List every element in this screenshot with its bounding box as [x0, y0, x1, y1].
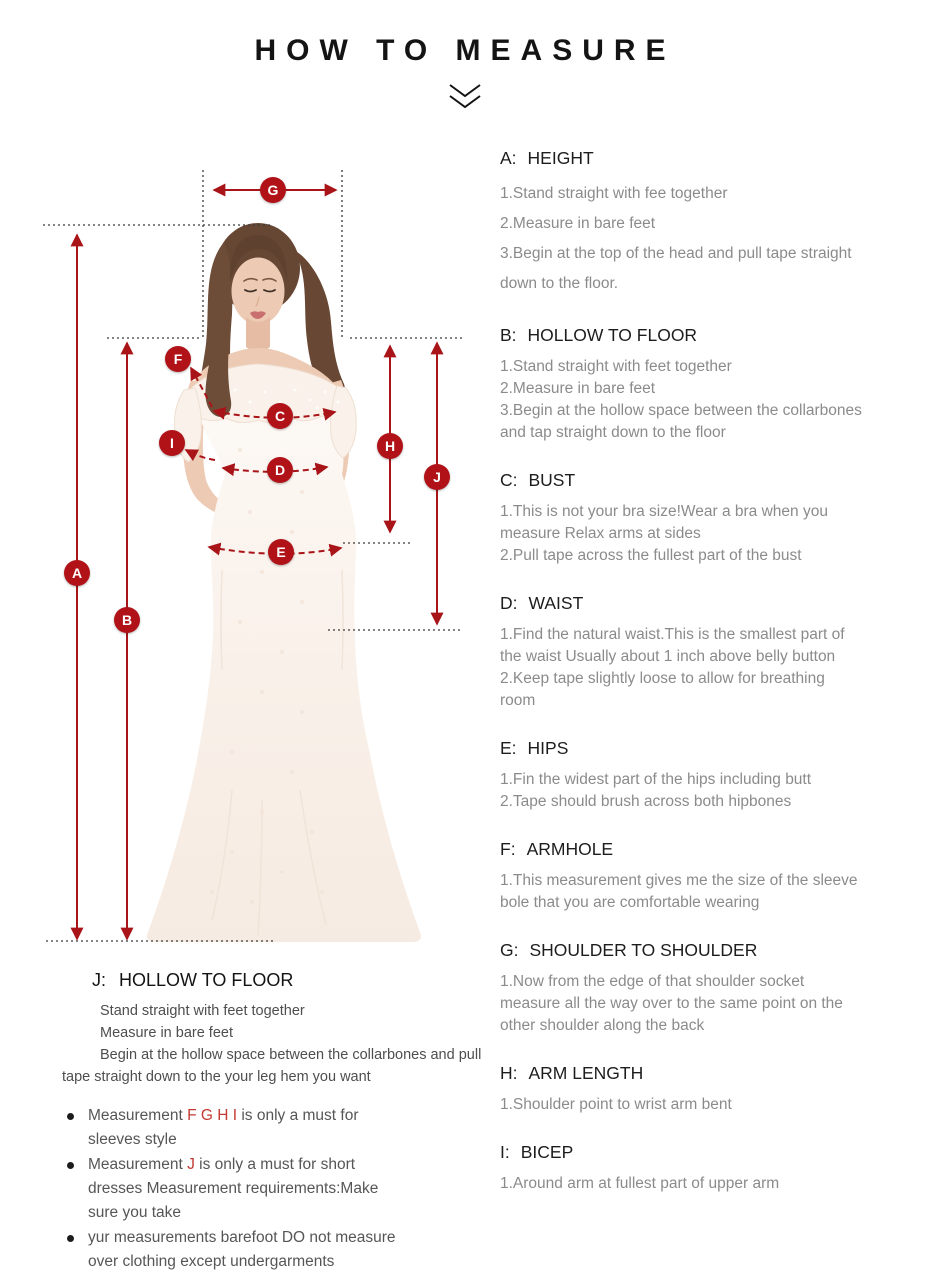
section-heading	[500, 738, 920, 759]
label-circle-c: C	[267, 403, 293, 429]
instruction-line: 1.Stand straight with fee together	[500, 185, 728, 202]
note-item	[62, 1226, 402, 1274]
label-circle-f: F	[165, 346, 191, 372]
measurement-instructions	[500, 148, 920, 1195]
section-heading	[500, 940, 920, 961]
instruction-line: 3.Begin at the hollow space between the collarbones and tap straight down to the floor	[500, 402, 862, 441]
section-heading	[500, 470, 920, 491]
section-heading	[500, 593, 920, 614]
note-text: is only a must for short dresses Measurement requirements:Make sure you take	[88, 1156, 379, 1221]
section-name: HEIGHT	[527, 148, 594, 168]
instruction-line: 2.Measure in bare feet	[500, 380, 656, 397]
instruction-line: 2.Tape should brush across both hipbones	[500, 793, 792, 810]
instruction-line: Measure in bare feet	[100, 1025, 233, 1041]
section-heading	[500, 148, 920, 169]
section-letter: G:	[500, 940, 519, 960]
section-heading	[500, 1142, 920, 1163]
section-heading	[500, 1063, 920, 1084]
instruction-line: 1.Shoulder point to wrist arm bent	[500, 1096, 732, 1113]
section-j-hollow-to-floor	[62, 970, 487, 1088]
label-circle-g: G	[260, 177, 286, 203]
section-name: WAIST	[528, 593, 584, 613]
label-circle-j: J	[424, 464, 450, 490]
section-hollow-to-floor	[500, 325, 920, 444]
section-name: ARM LENGTH	[528, 1063, 644, 1083]
instruction-line: 1.Stand straight with feet together	[500, 358, 732, 375]
section-letter: D:	[500, 593, 518, 613]
instruction-line: 1.Around arm at fullest part of upper arm	[500, 1175, 780, 1192]
instruction-line: 2.Measure in bare feet	[500, 215, 656, 232]
label-circle-i: I	[159, 430, 185, 456]
note-text: Measurement	[88, 1107, 188, 1124]
instruction-line: 2.Pull tape across the fullest part of the bust	[500, 547, 802, 564]
note-text: yur measurements barefoot DO not measure over clothing except undergarments	[88, 1229, 396, 1270]
page-title: HOW TO MEASURE	[254, 34, 676, 67]
section-bust	[500, 470, 920, 567]
label-circle-h: H	[377, 433, 403, 459]
section-letter: F:	[500, 839, 516, 859]
section-letter: H:	[500, 1063, 518, 1083]
section-name: ARMHOLE	[526, 839, 614, 859]
instruction-line: 1.Find the natural waist.This is the smallest part of the waist Usually about 1 inch above belly button	[500, 626, 845, 665]
note-highlight: F G H I	[187, 1107, 238, 1124]
section-letter: E:	[500, 738, 517, 758]
measurement-notes	[62, 1104, 402, 1275]
label-circle-b: B	[114, 607, 140, 633]
instruction-line: 1.This is not your bra size!Wear a bra when you measure Relax arms at sides	[500, 503, 828, 542]
section-letter: J:	[92, 970, 107, 990]
section-hips	[500, 738, 920, 813]
section-name: BICEP	[520, 1142, 574, 1162]
section-name: HIPS	[527, 738, 569, 758]
instruction-line: 1.Now from the edge of that shoulder socket measure all the way over to the same point on the other shoulder along the back	[500, 973, 843, 1034]
chevron-down-icon	[445, 82, 485, 112]
section-arm-length	[500, 1063, 920, 1116]
instruction-line: Begin at the hollow space between the collarbones and pull tape straight down to the your leg hem you want	[62, 1047, 482, 1085]
section-name: SHOULDER TO SHOULDER	[529, 940, 758, 960]
section-name: HOLLOW TO FLOOR	[527, 325, 698, 345]
section-armhole	[500, 839, 920, 914]
section-waist	[500, 593, 920, 712]
section-letter: A:	[500, 148, 517, 168]
instruction-line: 3.Begin at the top of the head and pull tape straight down to the floor.	[500, 245, 852, 292]
section-name: HOLLOW TO FLOOR	[119, 970, 294, 990]
section-shoulder-to-shoulder	[500, 940, 920, 1037]
measurement-figure	[0, 150, 465, 980]
note-item	[62, 1104, 402, 1152]
instruction-line: 1.This measurement gives me the size of the sleeve bole that you are comfortable wearing	[500, 872, 858, 911]
instruction-line: 1.Fin the widest part of the hips including butt	[500, 771, 812, 788]
note-item	[62, 1153, 402, 1225]
section-bicep	[500, 1142, 920, 1195]
label-circle-a: A	[64, 560, 90, 586]
section-heading	[500, 839, 920, 860]
instruction-line: 2.Keep tape slightly loose to allow for breathing room	[500, 670, 825, 709]
section-letter: B:	[500, 325, 517, 345]
section-name: BUST	[528, 470, 576, 490]
instruction-line: Stand straight with feet together	[100, 1003, 305, 1019]
note-text: is only a must for sleeves style	[88, 1107, 359, 1148]
section-heading	[500, 325, 920, 346]
note-text: Measurement	[88, 1156, 188, 1173]
section-letter: C:	[500, 470, 518, 490]
label-circle-e: E	[268, 539, 294, 565]
note-highlight: J	[187, 1156, 195, 1173]
section-letter: I:	[500, 1142, 510, 1162]
label-circle-d: D	[267, 457, 293, 483]
section-height	[500, 148, 920, 299]
